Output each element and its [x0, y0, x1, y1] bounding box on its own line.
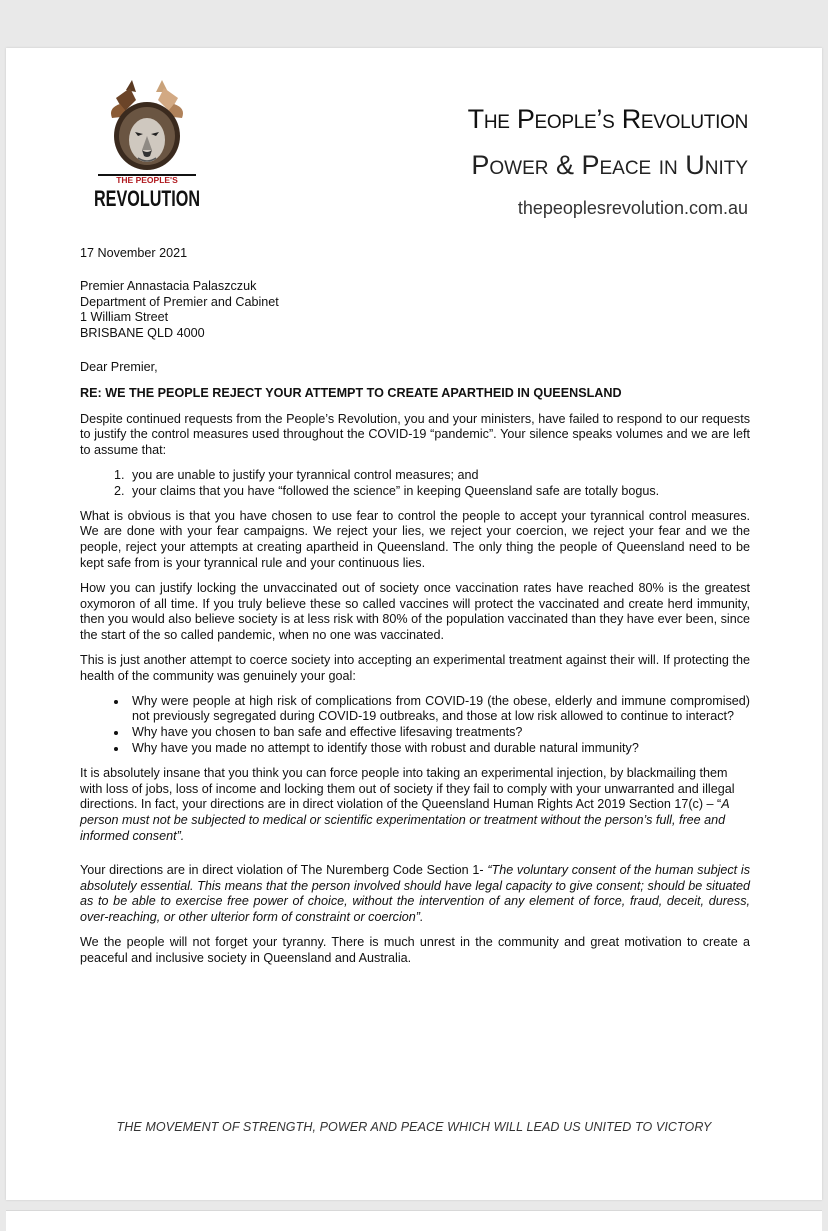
letter-page	[6, 48, 822, 1200]
quoted-text: “The voluntary consent of the human subject is absolutely essential. This means that the person involved should have legal capacity to give consent; should be situated as to be able to exercise free power of choice, without the intervention of any element of force, fraud, deceit, duress, over-reaching, or other ulterior form of constraint or coercion”.	[80, 862, 750, 925]
list-item: • Why have you made no attempt to identify those with robust and durable natural immunity?	[128, 741, 750, 757]
paragraph: We the people will not forget your tyranny. There is much unrest in the community and great motivation to create a peaceful and inclusive society in Queensland and Australia.	[80, 934, 750, 965]
numbered-list	[80, 468, 750, 500]
org-title: The People’s Revolution	[467, 104, 748, 134]
svg-text:REVOLUTION: REVOLUTION	[94, 186, 200, 211]
subject-line: RE: WE THE PEOPLE REJECT YOUR ATTEMPT TO CREATE APARTHEID IN QUEENSLAND	[80, 385, 622, 400]
svg-text:THE PEOPLE'S: THE PEOPLE'S	[116, 175, 178, 185]
address-line: Premier Annastacia Palaszczuk	[80, 278, 257, 293]
next-page-edge	[6, 1210, 822, 1231]
paragraph	[80, 766, 750, 845]
paragraph-text: Your directions are in direct violation of The Nuremberg Code Section 1-	[80, 862, 488, 877]
paragraph-text: It is absolutely insane that you think you can force people into taking an experimental injection, by blackmailing them with loss of jobs, loss of income and locking them out of society if they fail to comply with your unwarranted and illegal directions. In fact, your directions are in direct violation of the Queensland Human Rights Act 2019 Section 17(c) – “	[80, 765, 735, 812]
list-item: 1. you are unable to justify your tyrannical control measures; and	[128, 468, 750, 484]
letter-date: 17 November 2021	[80, 246, 188, 260]
salutation: Dear Premier,	[80, 359, 158, 374]
footer-motto: THE MOVEMENT OF STRENGTH, POWER AND PEACE WHICH WILL LEAD US UNITED TO VICTORY	[116, 1120, 712, 1134]
paragraph: What is obvious is that you have chosen to use fear to control the people to accept your tyrannical control measures. We are done with your fear campaigns. We reject your lies, we reject your coercion, we reject your fear and we the people, reject your attempts at creating apartheid in Queensland. The only thing the people of Queensland need to be kept safe from is your tyrannical rule and your continuous lies.	[80, 508, 750, 570]
org-website-link[interactable]: thepeoplesrevolution.com.au	[517, 198, 748, 218]
address-line: 1 William Street	[80, 310, 169, 325]
list-item: • Why have you chosen to ban safe and effective lifesaving treatments?	[128, 725, 750, 741]
address-line: Department of Premier and Cabinet	[80, 294, 279, 309]
paragraph	[80, 863, 750, 926]
paragraph: This is just another attempt to coerce society into accepting an experimental treatment against their will. If protecting the health of the community was genuinely your goal:	[80, 652, 750, 683]
bullet-list	[80, 694, 750, 757]
revolution-logo	[86, 78, 206, 218]
org-tagline: Power & Peace in Unity	[471, 150, 748, 180]
address-line: BRISBANE QLD 4000	[80, 326, 205, 341]
list-item: 2. your claims that you have “followed the science” in keeping Queensland safe are totally bogus.	[128, 484, 750, 500]
quoted-text: A person must not be subjected to medical or scientific experimentation or treatment without the person’s full, free and informed consent”.	[80, 797, 730, 843]
paragraph: Despite continued requests from the People’s Revolution, you and your ministers, have failed to respond to our requests to justify the control measures used throughout the COVID-19 “pandemic”. Your silence speaks volumes and we are left to assume that:	[80, 411, 750, 458]
recipient-address	[80, 279, 750, 342]
list-item: • Why were people at high risk of complications from COVID-19 (the obese, elderly and immune compromised) not previously segregated during COVID-19 outbreaks, and those at low risk allowed to continue to interact?	[128, 694, 750, 726]
letter-body	[80, 246, 750, 975]
paragraph: How you can justify locking the unvaccinated out of society once vaccination rates have reached 80% is the greatest oxymoron of all time. If you truly believe these so called vaccines will protect the vaccinated and create herd immunity, then you would also believe society is at less risk with 80% of the population vaccinated than they have ever been, since the start of the so called pandemic, when no one was vaccinated.	[80, 580, 750, 643]
